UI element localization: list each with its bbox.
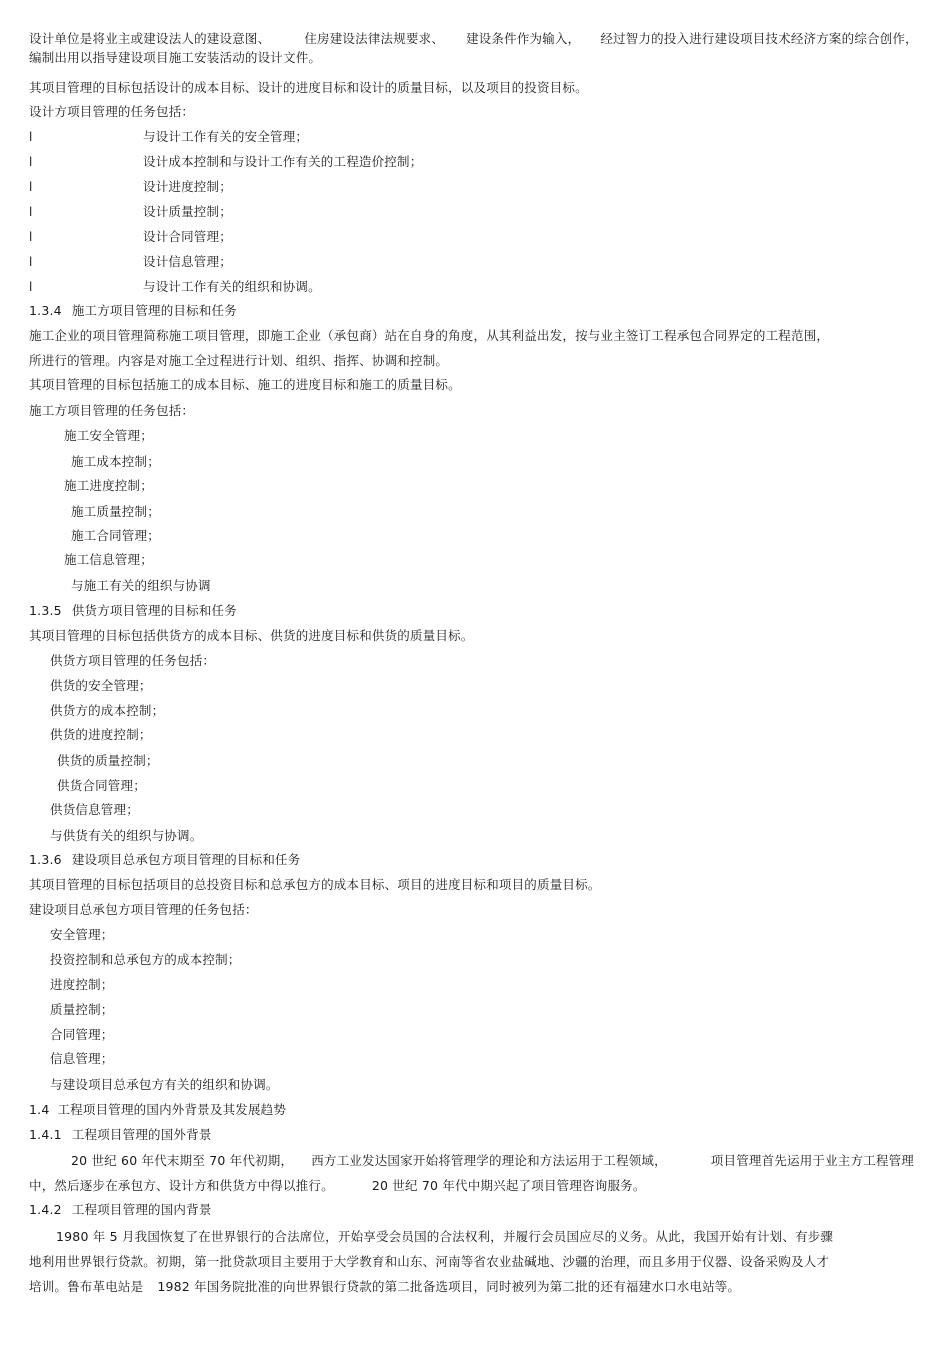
list-item: 设计进度控制； [143, 179, 232, 194]
list-item: 施工进度控制； [64, 478, 153, 493]
construct-para-line-1: 施工企业的项目管理简称施工项目管理，即施工企业（承包商）站在自身的角度，从其利益出发，按与业主签订工程承包合同界定的工程范围， [29, 328, 830, 343]
list-item: 与设计工作有关的安全管理； [143, 129, 309, 144]
supply-tasks-intro: 供货方项目管理的任务包括： [50, 653, 216, 668]
list-item: 设计信息管理； [143, 254, 232, 269]
list-item: 安全管理； [50, 927, 114, 942]
design-goal: 其项目管理的目标包括设计的成本目标、设计的进度目标和设计的质量目标，以及项目的投资目标。 [29, 80, 588, 95]
text-segment: 培训。鲁布革电站是 [29, 1279, 144, 1294]
list-item: 与建设项目总承包方有关的组织和协调。 [50, 1077, 279, 1092]
section-title: 供货方项目管理的目标和任务 [71, 603, 237, 618]
text-segment: 中，然后逐步在承包方、设计方和供货方中得以推行。 [29, 1178, 334, 1193]
text-segment: 20 世纪 60 年代末期至 70 年代初期， [71, 1153, 294, 1168]
abroad-para-line-2 [29, 1178, 646, 1194]
list-item: 设计合同管理； [143, 229, 232, 244]
bullet-mark: l [29, 205, 33, 219]
abroad-para-line-1 [71, 1153, 914, 1169]
list-item: 施工安全管理； [64, 428, 153, 443]
section-number: 1.4.2 [29, 1202, 62, 1217]
text-segment: 20 世纪 70 年代中期兴起了项目管理咨询服务。 [371, 1178, 646, 1193]
design-tasks-intro: 设计方项目管理的任务包括： [29, 104, 195, 119]
section-heading-1-3-5 [29, 603, 237, 619]
text-segment: 项目管理首先运用于业主方工程管理 [710, 1153, 914, 1168]
intro-line-2: 编制出用以指导建设项目施工安装活动的设计文件。 [29, 50, 322, 65]
list-item: 供货的安全管理； [50, 678, 152, 693]
list-item: 施工质量控制； [71, 504, 160, 519]
intro-line-1 [29, 31, 918, 47]
section-title: 工程项目管理的国外背景 [71, 1127, 212, 1142]
section-heading-1-3-6 [29, 852, 300, 868]
section-number: 1.4 [29, 1102, 50, 1117]
list-item: 施工合同管理； [71, 528, 160, 543]
supply-goal: 其项目管理的目标包括供货方的成本目标、供货的进度目标和供货的质量目标。 [29, 628, 474, 643]
bullet-mark: l [29, 230, 33, 244]
section-number: 1.3.6 [29, 852, 62, 867]
construct-tasks-intro: 施工方项目管理的任务包括： [29, 403, 195, 418]
domestic-para-line-1: 1980 年 5 月我国恢复了在世界银行的合法席位，开始享受会员国的合法权利，并履行会员国应尽的义务。从此，我国开始有计划、有步骤 [56, 1229, 834, 1244]
list-item: 供货的质量控制； [57, 753, 159, 768]
list-item: 合同管理； [50, 1027, 114, 1042]
section-number: 1.3.5 [29, 603, 62, 618]
domestic-para-line-3 [29, 1279, 740, 1295]
section-title: 建设项目总承包方项目管理的目标和任务 [71, 852, 301, 867]
bullet-mark: l [29, 130, 33, 144]
list-item: 供货合同管理； [57, 778, 146, 793]
list-item: 质量控制； [50, 1002, 114, 1017]
list-item: 进度控制； [50, 977, 114, 992]
text-segment: 设计单位是将业主或建设法人的建设意图、 [29, 31, 271, 46]
list-item: 设计质量控制； [143, 204, 232, 219]
bullet-mark: l [29, 280, 33, 294]
section-heading-1-4 [29, 1102, 286, 1118]
list-item: 设计成本控制和与设计工作有关的工程造价控制； [143, 154, 423, 169]
text-segment: 西方工业发达国家开始将管理学的理论和方法运用于工程领域， [311, 1153, 667, 1168]
section-title: 工程项目管理的国内外背景及其发展趋势 [57, 1102, 287, 1117]
bullet-mark: l [29, 180, 33, 194]
epc-tasks-intro: 建设项目总承包方项目管理的任务包括： [29, 902, 258, 917]
bullet-mark: l [29, 255, 33, 269]
text-segment: 1982 年国务院批准的向世界银行贷款的第二批备选项目，同时被列为第二批的还有福建水口水电站等。 [157, 1279, 741, 1294]
list-item: 投资控制和总承包方的成本控制； [50, 952, 241, 967]
list-item: 信息管理； [50, 1051, 114, 1066]
section-number: 1.4.1 [29, 1127, 62, 1142]
construct-goal: 其项目管理的目标包括施工的成本目标、施工的进度目标和施工的质量目标。 [29, 377, 461, 392]
list-item: 与施工有关的组织与协调 [71, 578, 211, 593]
list-item: 与供货有关的组织与协调。 [50, 828, 203, 843]
list-item: 施工成本控制； [71, 454, 160, 469]
text-segment: 建设条件作为输入， [466, 31, 581, 46]
epc-goal: 其项目管理的目标包括项目的总投资目标和总承包方的成本目标、项目的进度目标和项目的质量目标。 [29, 877, 601, 892]
section-heading-1-4-2 [29, 1202, 212, 1218]
section-title: 施工方项目管理的目标和任务 [71, 303, 237, 318]
list-item: 供货方的成本控制； [50, 703, 165, 718]
list-item: 施工信息管理； [64, 552, 153, 567]
list-item: 与设计工作有关的组织和协调。 [143, 279, 321, 294]
section-heading-1-3-4 [29, 303, 237, 319]
domestic-para-line-2: 地利用世界银行贷款。初期，第一批贷款项目主要用于大学教育和山东、河南等省农业盐碱地、沙疆的治理，而且多用于仪器、设备采购及人才 [29, 1254, 830, 1269]
text-segment: 住房建设法律法规要求、 [304, 31, 445, 46]
list-item: 供货信息管理； [50, 802, 139, 817]
section-number: 1.3.4 [29, 303, 62, 318]
section-heading-1-4-1 [29, 1127, 212, 1143]
section-title: 工程项目管理的国内背景 [71, 1202, 212, 1217]
construct-para-line-2: 所进行的管理。内容是对施工全过程进行计划、组织、指挥、协调和控制。 [29, 353, 449, 368]
text-segment: 经过智力的投入进行建设项目技术经济方案的综合创作， [600, 31, 918, 46]
bullet-mark: l [29, 155, 33, 169]
list-item: 供货的进度控制； [50, 727, 152, 742]
